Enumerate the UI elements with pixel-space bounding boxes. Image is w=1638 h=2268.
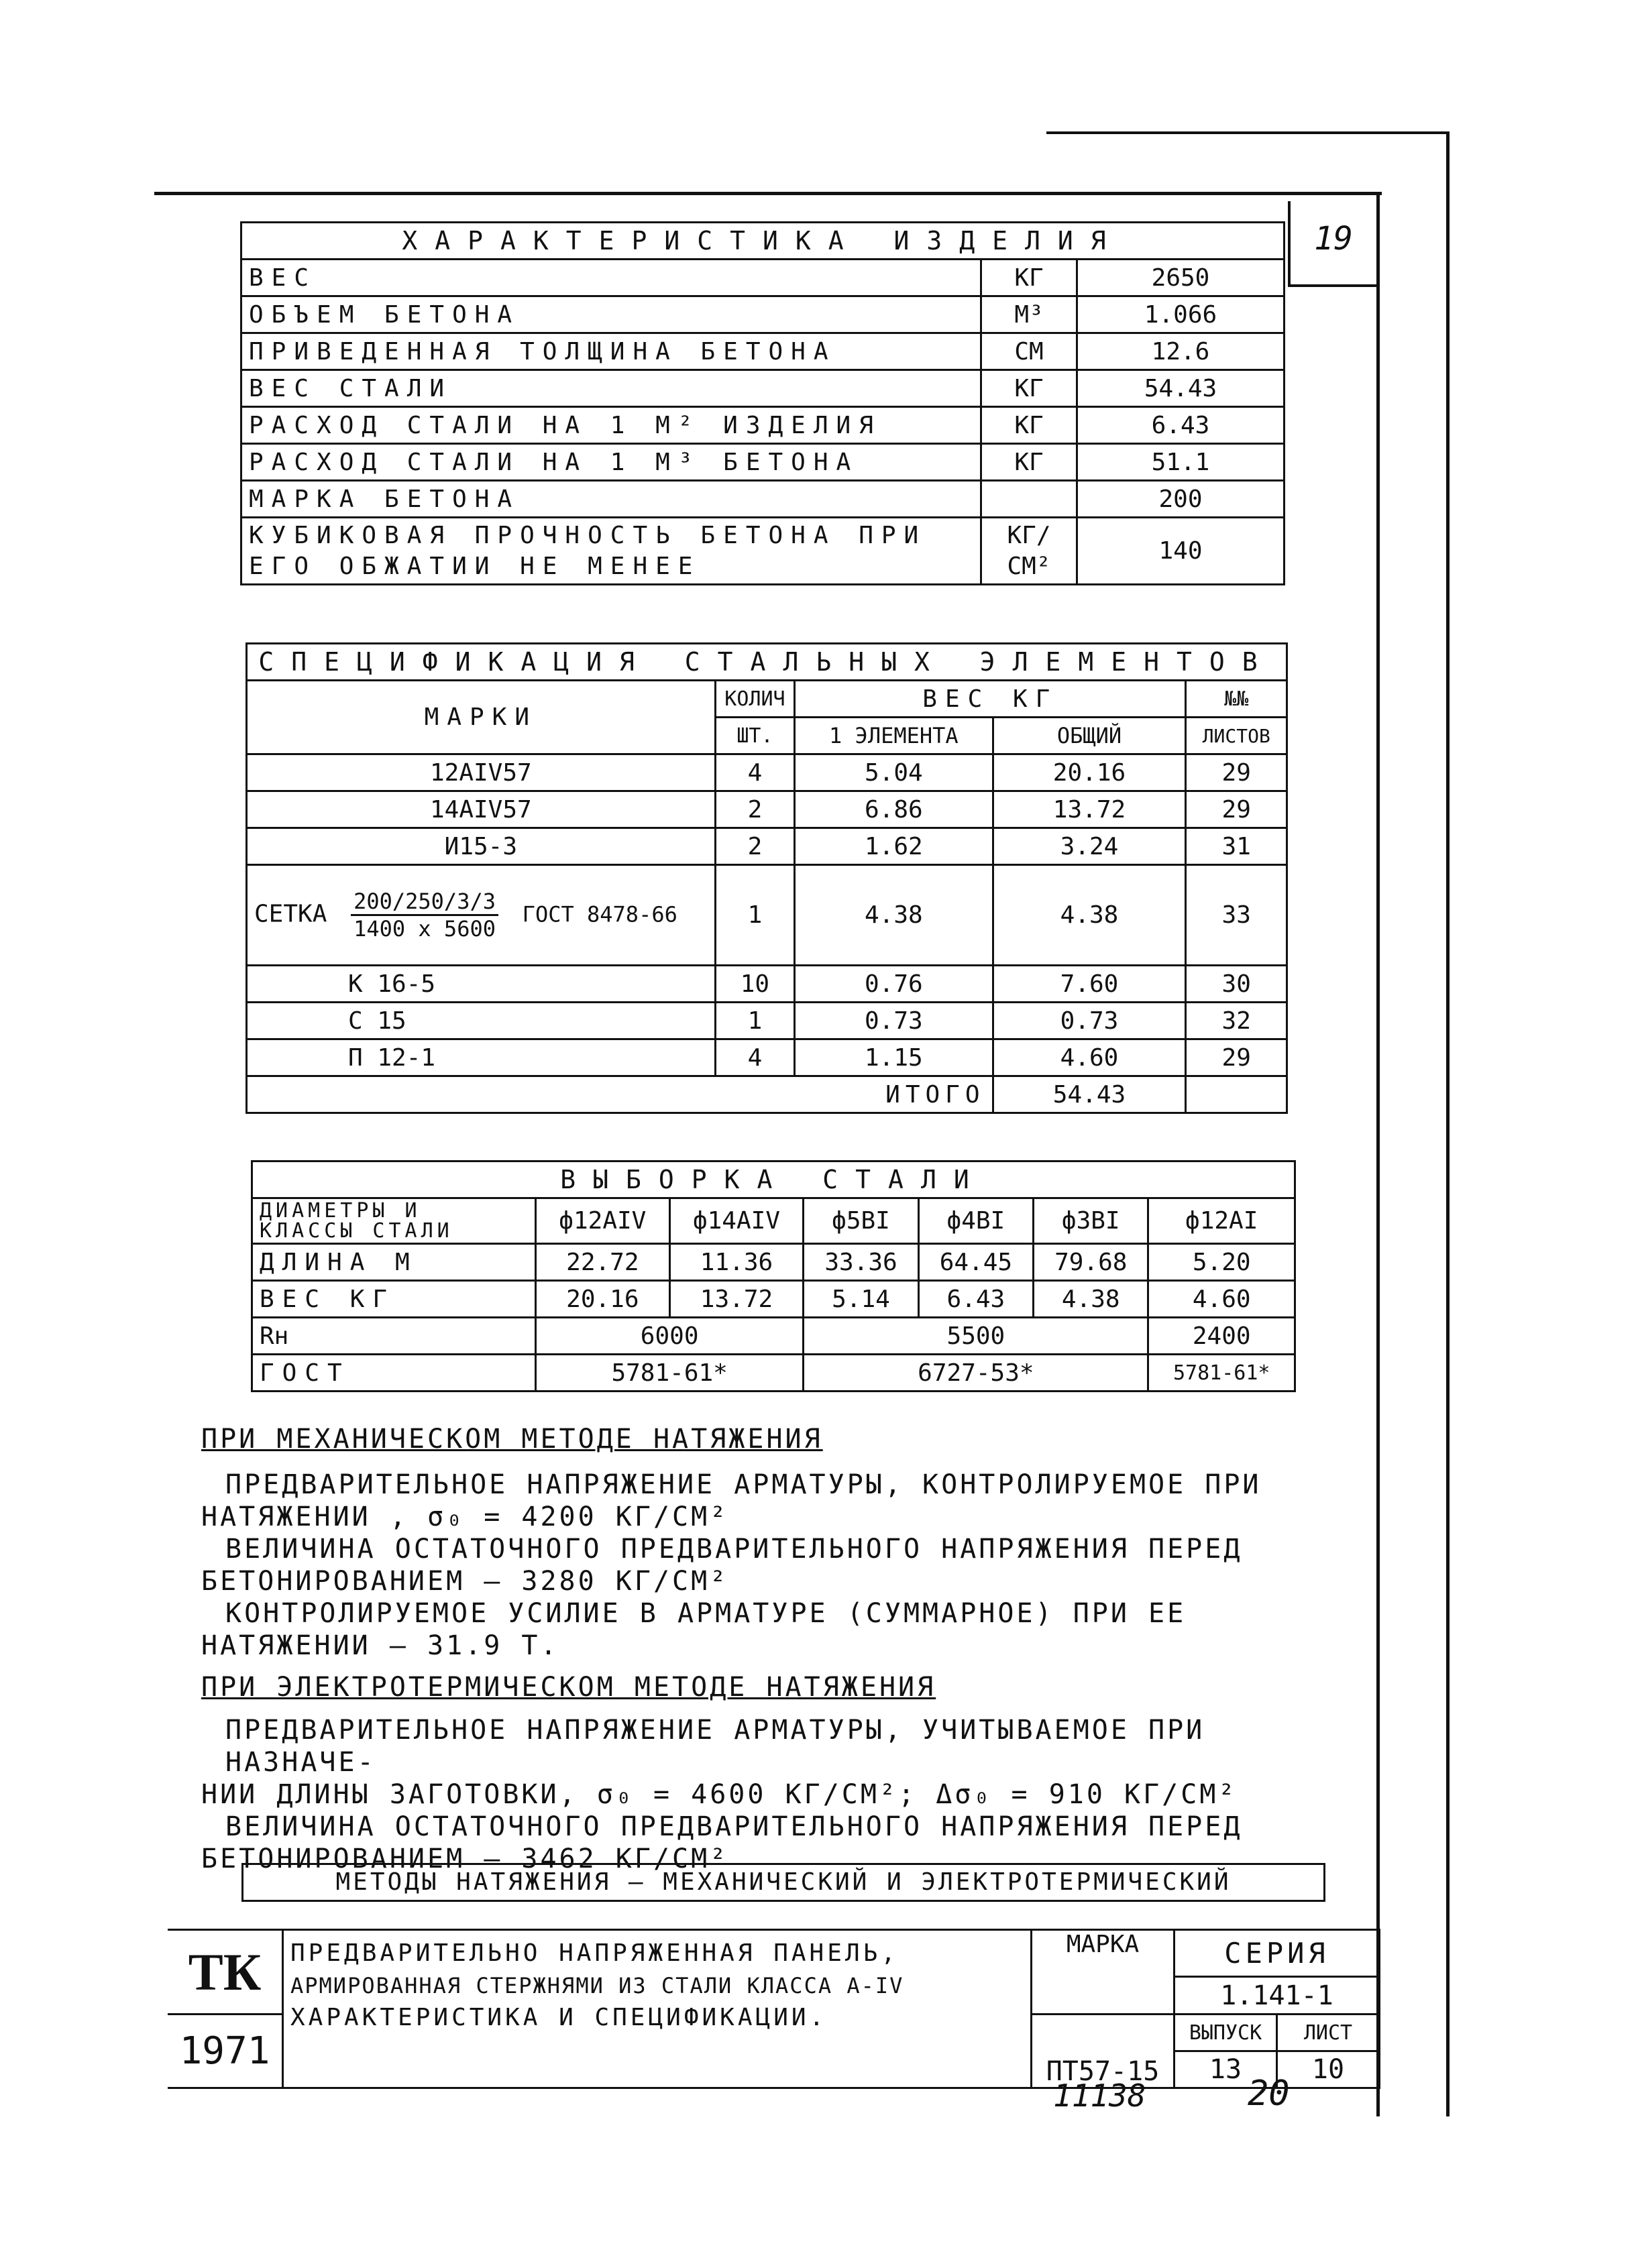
spec-header-sheets: №№ [1186, 681, 1287, 718]
steel-weight: 4.38 [1034, 1281, 1148, 1318]
note-line: НАТЯЖЕНИИ — 31.9 Т. [201, 1630, 559, 1661]
table-row [241, 260, 1285, 296]
spec-mark: 12AIV57 [247, 754, 716, 791]
steel-table [251, 1160, 1296, 1392]
spec-qty: 10 [715, 966, 794, 1003]
total-value: 54.43 [993, 1076, 1186, 1113]
title-block [168, 1929, 1380, 2089]
spec-sheet: 31 [1186, 828, 1287, 865]
steel-header-col: ф3BI [1034, 1198, 1148, 1244]
product-title: ХАРАКТЕРИСТИКА ИЗДЕЛИЯ [241, 223, 1285, 260]
total-label: ИТОГО [247, 1076, 993, 1113]
steel-gost: 5781-61* [1148, 1355, 1295, 1392]
table-row [241, 481, 1285, 518]
spec-table [245, 642, 1288, 1114]
spec-header-weight: ВЕС КГ [795, 681, 1186, 718]
spec-header-sheets-unit: ЛИСТОВ [1186, 718, 1287, 754]
table-row [241, 296, 1285, 333]
spec-mark: С 15 [247, 1003, 716, 1039]
steel-length: 64.45 [918, 1244, 1033, 1281]
steel-rn: 5500 [804, 1318, 1148, 1355]
table-row [247, 1003, 1287, 1039]
spec-total: 7.60 [993, 966, 1186, 1003]
steel-header-col: ф14AIV [669, 1198, 804, 1244]
top-border-line [1046, 131, 1449, 134]
row-name: РАСХОД СТАЛИ НА 1 М³ БЕТОНА [241, 444, 981, 481]
page-number-box [1288, 201, 1376, 287]
total-row [247, 1076, 1287, 1113]
note-line: НАТЯЖЕНИИ , σ₀ = 4200 КГ/СМ² [201, 1501, 729, 1532]
year: 1971 [168, 2015, 283, 2088]
spec-one: 1.62 [795, 828, 993, 865]
spec-one: 4.38 [795, 865, 993, 966]
steel-length-label: ДЛИНА М [252, 1244, 536, 1281]
note-line: ВЕЛИЧИНА ОСТАТОЧНОГО ПРЕДВАРИТЕЛЬНОГО НАПРЯЖЕНИЯ ПЕРЕД [225, 1811, 1243, 1842]
steel-weight: 13.72 [669, 1281, 804, 1318]
row-unit [981, 481, 1077, 518]
steel-gost: 6727-53* [804, 1355, 1148, 1392]
spec-one: 0.76 [795, 966, 993, 1003]
row-name: МАРКА БЕТОНА [241, 481, 981, 518]
steel-label-top: ДИАМЕТРЫ И [260, 1198, 421, 1223]
methods-box: МЕТОДЫ НАТЯЖЕНИЯ — МЕХАНИЧЕСКИЙ И ЭЛЕКТРОТЕРМИЧЕСКИЙ [241, 1863, 1325, 1902]
table-row [241, 370, 1285, 407]
row-unit: М³ [981, 296, 1077, 333]
steel-gost-label: ГОСТ [252, 1355, 536, 1392]
sheet-value: 10 [1277, 2051, 1380, 2088]
row-name: ПРИВЕДЕННАЯ ТОЛЩИНА БЕТОНА [241, 333, 981, 370]
mesh-den: 1400 x 5600 [353, 916, 496, 942]
series-value: 1.141-1 [1175, 1977, 1380, 2015]
row-value: 51.1 [1077, 444, 1285, 481]
steel-label-bottom: КЛАССЫ СТАЛИ [260, 1218, 453, 1243]
table-row [252, 1281, 1295, 1318]
note-line: ВЕЛИЧИНА ОСТАТОЧНОГО ПРЕДВАРИТЕЛЬНОГО НАПРЯЖЕНИЯ ПЕРЕД [225, 1534, 1243, 1565]
spec-sheet: 29 [1186, 791, 1287, 828]
row-name-line2: ЕГО ОБЖАТИИ НЕ МЕНЕЕ [249, 552, 701, 580]
spec-total: 4.38 [993, 865, 1186, 966]
row-name: ВЕС [241, 260, 981, 296]
row-value: 200 [1077, 481, 1285, 518]
frame-right-line [1376, 192, 1380, 2116]
title-description [283, 1930, 1032, 2088]
row-value: 140 [1077, 518, 1285, 585]
frame-top-line [154, 192, 1382, 195]
row-unit [981, 518, 1077, 585]
steel-length: 22.72 [536, 1244, 670, 1281]
spec-sheet: 29 [1186, 754, 1287, 791]
mesh-gost: ГОСТ 8478-66 [522, 901, 677, 927]
table-row [247, 865, 1287, 966]
spec-header-total: ОБЩИЙ [993, 718, 1186, 754]
spec-one: 5.04 [795, 754, 993, 791]
spec-qty: 1 [715, 1003, 794, 1039]
table-row [247, 828, 1287, 865]
mark-label: МАРКА [1032, 1930, 1175, 2015]
row-value: 54.43 [1077, 370, 1285, 407]
spec-mark: 14AIV57 [247, 791, 716, 828]
issue-label: ВЫПУСК [1175, 2015, 1277, 2051]
mech-notes [201, 1469, 1368, 1662]
spec-total: 20.16 [993, 754, 1186, 791]
issue-value: 13 [1175, 2051, 1277, 2088]
row-name-line1: КУБИКОВАЯ ПРОЧНОСТЬ БЕТОНА ПРИ [249, 521, 927, 549]
table-row [247, 754, 1287, 791]
spec-one: 1.15 [795, 1039, 993, 1076]
spec-header-marks: МАРКИ [247, 681, 716, 754]
table-row [247, 791, 1287, 828]
note-line: БЕТОНИРОВАНИЕМ — 3280 КГ/СМ² [201, 1566, 729, 1597]
spec-qty: 4 [715, 1039, 794, 1076]
spec-mark: К 16-5 [247, 966, 716, 1003]
row-name: ВЕС СТАЛИ [241, 370, 981, 407]
note-line: ПРЕДВАРИТЕЛЬНОЕ НАПРЯЖЕНИЕ АРМАТУРЫ, КОНТРОЛИРУЕМОЕ ПРИ [225, 1469, 1262, 1500]
row-unit: КГ [981, 370, 1077, 407]
spec-one: 0.73 [795, 1003, 993, 1039]
row-name: РАСХОД СТАЛИ НА 1 М² ИЗДЕЛИЯ [241, 407, 981, 444]
spec-sheet: 30 [1186, 966, 1287, 1003]
steel-weight: 6.43 [918, 1281, 1033, 1318]
mesh-fraction [351, 889, 498, 942]
row-name: ОБЪЕМ БЕТОНА [241, 296, 981, 333]
table-row [241, 407, 1285, 444]
mark-value: ПТ57-15 [1032, 2015, 1175, 2088]
spec-mark-mesh [247, 865, 716, 966]
spec-mark: П 12-1 [247, 1039, 716, 1076]
table-row [241, 444, 1285, 481]
row-value: 2650 [1077, 260, 1285, 296]
table-row [247, 966, 1287, 1003]
steel-rn: 6000 [536, 1318, 804, 1355]
steel-header-col: ф5BI [804, 1198, 918, 1244]
row-unit: КГ [981, 407, 1077, 444]
steel-weight: 4.60 [1148, 1281, 1295, 1318]
spec-header-qty: КОЛИЧ [715, 681, 794, 718]
row-unit: СМ [981, 333, 1077, 370]
series-label: СЕРИЯ [1175, 1930, 1380, 1977]
table-row [252, 1244, 1295, 1281]
product-characteristics-table [240, 221, 1285, 585]
spec-header-one: 1 ЭЛЕМЕНТА [795, 718, 993, 754]
desc-line: ПРЕДВАРИТЕЛЬНО НАПРЯЖЕННАЯ ПАНЕЛЬ, [290, 1939, 899, 1967]
steel-weight-label: ВЕС КГ [252, 1281, 536, 1318]
table-row [252, 1318, 1295, 1355]
row-value: 1.066 [1077, 296, 1285, 333]
footer-archive-number: 11138 [1053, 2078, 1146, 2114]
steel-length: 79.68 [1034, 1244, 1148, 1281]
org-cell: ТК [168, 1930, 283, 2015]
unit-bottom: СМ² [1007, 552, 1051, 580]
steel-header-label [252, 1198, 536, 1244]
spec-sheet: 33 [1186, 865, 1287, 966]
desc-line: АРМИРОВАННАЯ СТЕРЖНЯМИ ИЗ СТАЛИ КЛАССА А-IV [290, 1973, 904, 1998]
steel-length: 5.20 [1148, 1244, 1295, 1281]
mesh-prefix: СЕТКА [254, 900, 327, 928]
page-number: 19 [1314, 220, 1353, 258]
row-value: 6.43 [1077, 407, 1285, 444]
unit-top: КГ/ [1007, 521, 1051, 549]
steel-gost: 5781-61* [536, 1355, 804, 1392]
steel-length: 11.36 [669, 1244, 804, 1281]
steel-header-col: ф12AIV [536, 1198, 670, 1244]
table-row [241, 333, 1285, 370]
spec-mark: И15-3 [247, 828, 716, 865]
spec-qty: 4 [715, 754, 794, 791]
mesh-num: 200/250/3/3 [351, 889, 498, 916]
spec-qty: 1 [715, 865, 794, 966]
steel-header-col: ф4BI [918, 1198, 1033, 1244]
row-unit: КГ [981, 444, 1077, 481]
spec-total: 3.24 [993, 828, 1186, 865]
steel-title: ВЫБОРКА СТАЛИ [252, 1161, 1295, 1198]
spec-sheet: 32 [1186, 1003, 1287, 1039]
row-value: 12.6 [1077, 333, 1285, 370]
desc-line: ХАРАКТЕРИСТИКА И СПЕЦИФИКАЦИИ. [290, 2004, 828, 2031]
table-row [241, 518, 1285, 585]
steel-rn-label: Rн [252, 1318, 536, 1355]
total-empty [1186, 1076, 1287, 1113]
row-unit: КГ [981, 260, 1077, 296]
steel-weight: 5.14 [804, 1281, 918, 1318]
spec-qty: 2 [715, 791, 794, 828]
table-row [247, 1039, 1287, 1076]
steel-length: 33.36 [804, 1244, 918, 1281]
spec-total: 13.72 [993, 791, 1186, 828]
spec-header-qty-unit: ШТ. [715, 718, 794, 754]
note-line: БЕТОНИРОВАНИЕМ — 3462 КГ/СМ² [201, 1844, 729, 1874]
spec-title: СПЕЦИФИКАЦИЯ СТАЛЬНЫХ ЭЛЕМЕНТОВ [247, 644, 1287, 681]
steel-weight: 20.16 [536, 1281, 670, 1318]
spec-qty: 2 [715, 828, 794, 865]
row-name [241, 518, 981, 585]
elec-heading: ПРИ ЭЛЕКТРОТЕРМИЧЕСКОМ МЕТОДЕ НАТЯЖЕНИЯ [201, 1672, 936, 1703]
note-line: НИИ ДЛИНЫ ЗАГОТОВКИ, σ₀ = 4600 КГ/СМ²; Δσ₀ = 910 КГ/СМ² [201, 1779, 1238, 1810]
spec-total: 0.73 [993, 1003, 1186, 1039]
steel-rn: 2400 [1148, 1318, 1295, 1355]
spec-one: 6.86 [795, 791, 993, 828]
sheet-label: ЛИСТ [1277, 2015, 1380, 2051]
note-line: ПРЕДВАРИТЕЛЬНОЕ НАПРЯЖЕНИЕ АРМАТУРЫ, УЧИТЫВАЕМОЕ ПРИ НАЗНАЧЕ- [225, 1715, 1205, 1778]
right-border-line [1446, 131, 1450, 2116]
spec-sheet: 29 [1186, 1039, 1287, 1076]
note-line: КОНТРОЛИРУЕМОЕ УСИЛИЕ В АРМАТУРЕ (СУММАРНОЕ) ПРИ ЕЕ [225, 1598, 1187, 1629]
steel-header-col: ф12AI [1148, 1198, 1295, 1244]
elec-notes [201, 1714, 1368, 1875]
spec-total: 4.60 [993, 1039, 1186, 1076]
mech-heading: ПРИ МЕХАНИЧЕСКОМ МЕТОДЕ НАТЯЖЕНИЯ [201, 1424, 823, 1455]
table-row [252, 1355, 1295, 1392]
footer-page-number: 20 [1248, 2074, 1290, 2114]
